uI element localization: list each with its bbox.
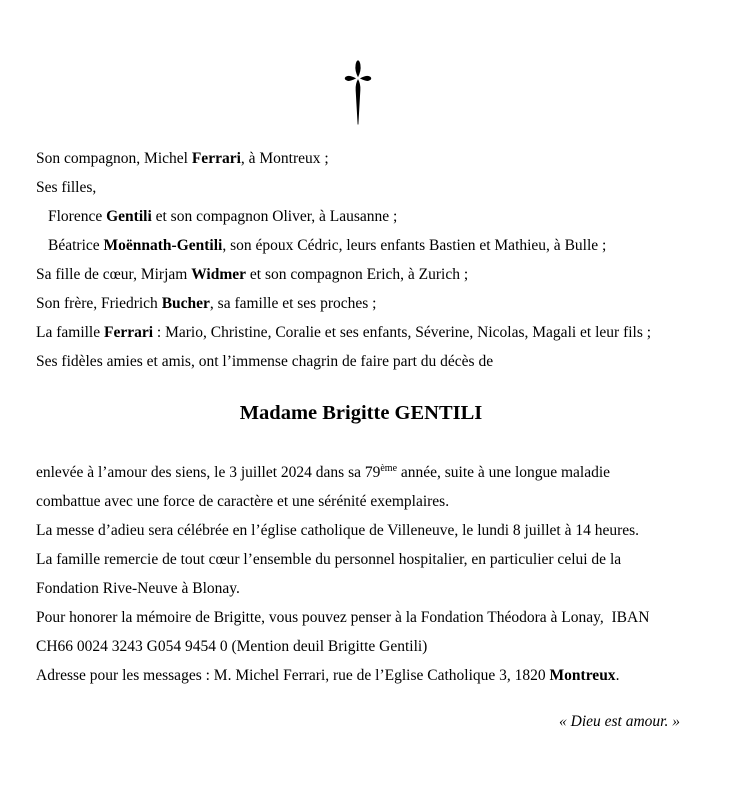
text-segment: . [615,667,620,684]
superscript-segment: ème [380,463,398,474]
text-segment: : Mario, Christine, Coralie et ses enfants, Séverine, Nicolas, Magali et leur fils ; [153,324,652,341]
text-segment: La messe d’adieu sera célébrée en l’église catholique de Villeneuve, le lundi 8 juillet à 14 heures. [36,522,640,539]
text-segment: et son compagnon Oliver, à Lausanne ; [151,208,398,225]
body-line [36,574,702,603]
text-segment: Fondation Rive-Neuve à Blonay. [36,580,240,597]
bold-name-segment: Widmer [191,266,247,283]
text-segment: Ses fidèles amies et amis, ont l’immense chagrin de faire part du décès de [36,353,494,370]
bold-name-segment: Ferrari [191,150,241,167]
text-segment: Pour honorer la mémoire de Brigitte, vous pouvez penser à la Fondation Théodora à Lonay, IBAN [36,609,650,626]
bold-name-segment: Bucher [161,295,210,312]
body-line [36,603,702,632]
text-segment: CH66 0024 3243 G054 9454 0 (Mention deuil Brigitte Gentili) [36,638,428,655]
text-segment: , sa famille et ses proches ; [209,295,377,312]
family-lines [36,144,702,376]
text-segment: Florence [48,208,107,225]
body-line [36,661,702,690]
family-line [36,318,702,347]
family-line [36,231,702,260]
cross-icon [342,58,374,126]
family-line [36,144,702,173]
text-segment: , à Montreux ; [240,150,329,167]
bold-name-segment: Montreux [549,667,616,684]
body-line [36,487,702,516]
text-segment: Adresse pour les messages : M. Michel Ferrari, rue de l’Eglise Catholique 3, 1820 [36,667,550,684]
text-segment: enlevée à l’amour des siens, le 3 juillet 2024 dans sa 79 [36,464,381,481]
text-segment: combattue avec une force de caractère et une sérénité exemplaires. [36,493,450,510]
text-segment: Son compagnon, Michel [36,150,192,167]
family-line [36,289,702,318]
text-segment: et son compagnon Erich, à Zurich ; [246,266,469,283]
body-line [36,545,702,574]
text-segment: Son frère, Friedrich [36,295,162,312]
family-line [36,202,702,231]
body-lines [36,458,702,690]
body-line [36,632,702,661]
text-segment: Béatrice [48,237,104,254]
bold-name-segment: Moënnath-Gentili [103,237,223,254]
family-line [36,173,702,202]
family-line [36,260,702,289]
text-segment: Ses filles, [36,179,97,196]
bold-name-segment: Ferrari [104,324,154,341]
body-line [36,516,702,545]
text-segment: La famille [36,324,104,341]
body-line [36,458,702,487]
text-segment: année, suite à une longue maladie [397,464,611,481]
text-segment: Sa fille de cœur, Mirjam [36,266,192,283]
deceased-name-title: Madame Brigitte GENTILI [239,402,483,424]
text-segment: , son époux Cédric, leurs enfants Bastien et Mathieu, à Bulle ; [222,237,607,254]
text-segment: La famille remercie de tout cœur l’ensemble du personnel hospitalier, en particulier celui de la [36,551,622,568]
bold-name-segment: Gentili [106,208,152,225]
closing-quote: « Dieu est amour. » [559,713,680,730]
family-line [36,347,702,376]
